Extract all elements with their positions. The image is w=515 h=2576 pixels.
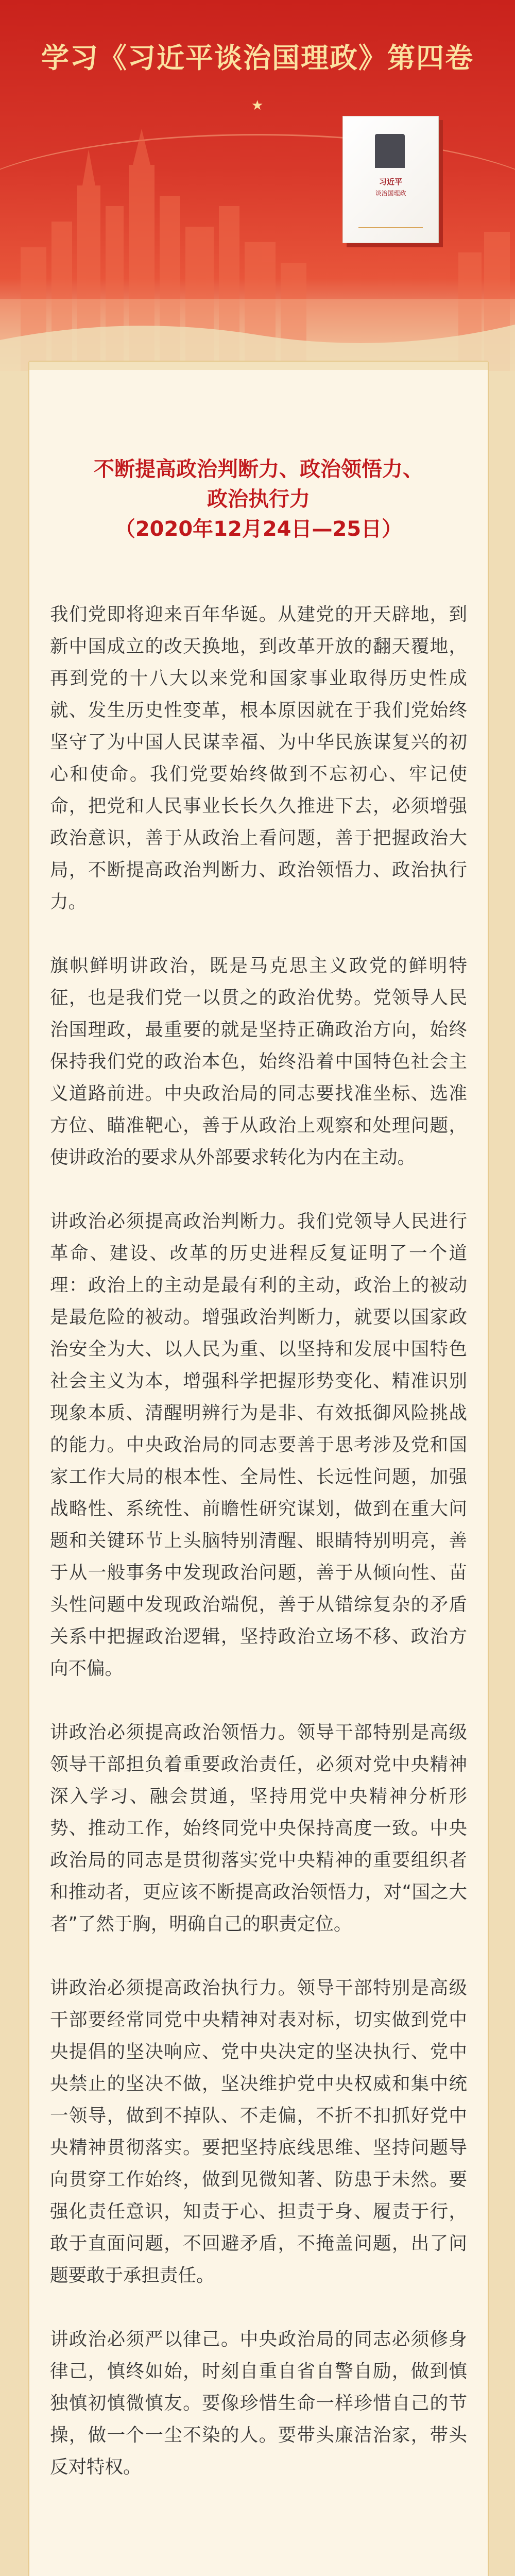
header-banner bbox=[0, 0, 515, 371]
article-title-line-2: 政治执行力 bbox=[207, 487, 310, 511]
paragraph: 我们党即将迎来百年华诞。从建党的开天辟地，到新中国成立的改天换地，到改革开放的翻天覆地，再到党的十八大以来党和国家事业取得历史性成就、发生历史性变革，根本原因就在于我们党始终坚守了为中国人民谋幸福、为中华民族谋复兴的初心和使命。我们党要始终做到不忘初心、牢记使命，把党和人民事业长长久久推进下去，必须增强政治意识，善于从政治上看问题，善于把握政治大局，不断提高政治判断力、政治领悟力、政治执行力。 bbox=[50, 604, 467, 912]
article-title-line-1: 不断提高政治判断力、政治领悟力、 bbox=[94, 457, 423, 481]
article-card bbox=[28, 361, 489, 2576]
article-title bbox=[50, 454, 467, 544]
paragraph: 讲政治必须提高政治判断力。我们党领导人民进行革命、建设、改革的历史进程反复证明了一个道理：政治上的主动是最有利的主动，政治上的被动是最危险的被动。增强政治判断力，就要以国家政治安全为大、以人民为重、以坚持和发展中国特色社会主义为本，增强科学把握形势变化、精准识别现象本质、清醒明辨行为是非、有效抵御风险挑战的能力。中央政治局的同志要善于思考涉及党和国家工作大局的根本性、全局性、长远性问题，加强战略性、系统性、前瞻性研究谋划，做到在重大问题和关键环节上头脑特别清醒、眼睛特别明亮，善于从一般事务中发现政治问题，善于从倾向性、苗头性问题中发现政治端倪，善于从错综复杂的矛盾关系中把握政治逻辑，坚持政治立场不移、政治方向不偏。 bbox=[50, 1211, 467, 1679]
paragraph: 讲政治必须严以律己。中央政治局的同志必须修身律己，慎终如始，时刻自重自省自警自励，做到慎独慎初慎微慎友。要像珍惜生命一样珍惜自己的节操，做一个一尘不染的人。要带头廉洁治家，带头反对特权。 bbox=[50, 2329, 467, 2478]
banner-title: 学习《习近平谈治国理政》第四卷 bbox=[41, 41, 474, 74]
book-subtitle: 谈治国理政 bbox=[375, 190, 406, 197]
article-body bbox=[50, 599, 467, 2515]
paragraph: 旗帜鲜明讲政治，既是马克思主义政党的鲜明特征，也是我们党一以贯之的政治优势。党领导人民治国理政，最重要的就是坚持正确政治方向，始终保持我们党的政治本色，始终沿着中国特色社会主义道路前进。中央政治局的同志要找准坐标、选准方位、瞄准靶心，善于从政治上观察和处理问题，使讲政治的要求从外部要求转化为内在主动。 bbox=[50, 955, 467, 1168]
paragraph: 讲政治必须提高政治领悟力。领导干部特别是高级领导干部担负着重要政治责任，必须对党中央精神深入学习、融会贯通，坚持用党中央精神分析形势、推动工作，始终同党中央保持高度一致。中央政治局的同志是贯彻落实党中央精神的重要组织者和推动者，更应该不断提高政治领悟力，对“国之大者”了然于胸，明确自己的职责定位。 bbox=[50, 1722, 467, 1935]
star-icon: ★ bbox=[251, 98, 264, 113]
book-cover-image bbox=[342, 116, 439, 243]
book-title: 习近平 bbox=[379, 177, 402, 187]
card-top-bar bbox=[29, 362, 488, 370]
paragraph: 讲政治必须提高政治执行力。领导干部特别是高级干部要经常同党中央精神对表对标，切实做到党中央提倡的坚决响应、党中央决定的坚决执行、党中央禁止的坚决不做，坚决维护党中央权威和集中统一领导，做到不掉队、不走偏，不折不扣抓好党中央精神贯彻落实。要把坚持底线思维、坚持问题导向贯穿工作始终，做到见微知著、防患于未然。要强化责任意识，知责于心、担责于身、履责于行，敢于直面问题，不回避矛盾，不掩盖问题，出了问题要敢于承担责任。 bbox=[50, 1977, 467, 2286]
book-divider bbox=[358, 227, 423, 228]
portrait-photo bbox=[375, 134, 405, 168]
article-date: （2020年12月24日—25日） bbox=[114, 517, 403, 541]
